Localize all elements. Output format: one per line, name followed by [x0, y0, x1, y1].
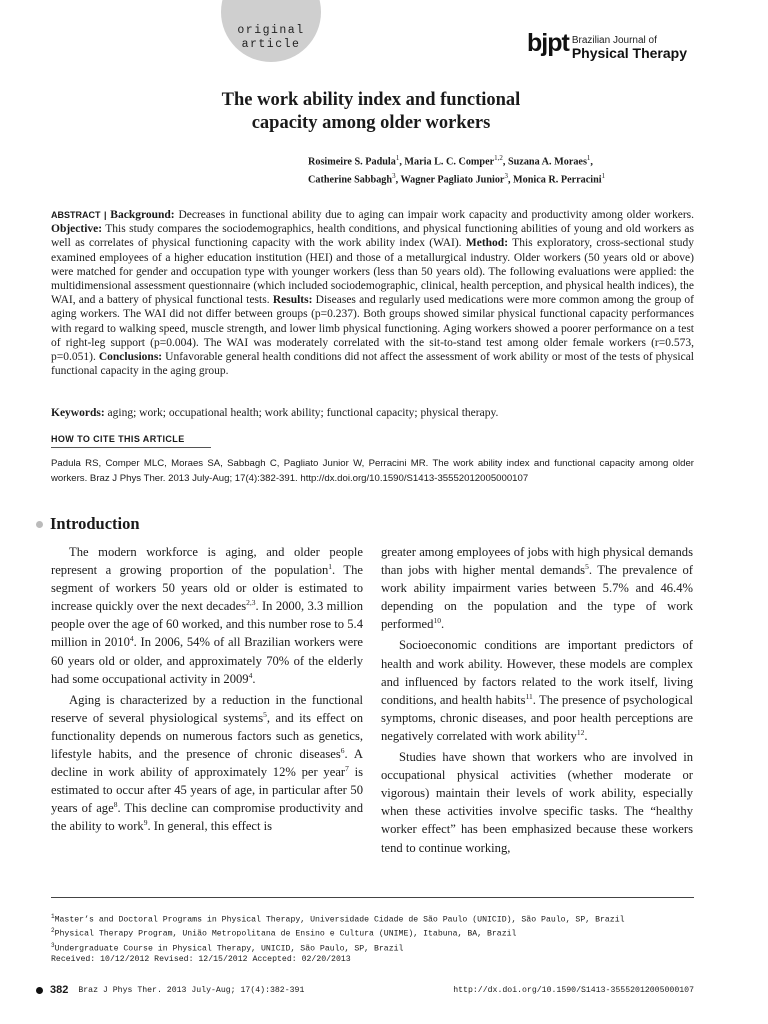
author-list: Rosimeire S. Padula$^1$, Maria L. C. Comper$^{1,2}$, Suzana A. Moraes$^1$, Catherine Sabbagh$^3$, Wagner Pagliato Junior$^3$, Monica R. Perracini$^1$: [308, 154, 606, 186]
background-text: Decreases in functional ability due to aging can impair work capacity and productivity among older workers.: [178, 209, 695, 221]
author-affiliation: 3: [504, 172, 508, 181]
abstract-tag: ABSTRACT |: [51, 210, 107, 220]
keywords: [51, 406, 694, 420]
footnote: $^2$Physical Therapy Program, União Metropolitana de Ensino e Cultura (UNIME), Itabuna, BA, Brazil: [51, 927, 517, 940]
citation-ref: 1: [328, 561, 333, 571]
footnote-divider: [51, 897, 694, 898]
journal-name-line-2: Physical Therapy: [571, 45, 687, 61]
right-column: [381, 543, 693, 860]
author-affiliation: 1: [586, 154, 591, 162]
citation-ref: 5: [263, 709, 267, 719]
author-name: Wagner Pagliato Junior: [400, 174, 505, 186]
badge-line-1: original: [237, 24, 305, 37]
conclusions-text: Unfavorable general health conditions did not affect the assessment of work ability or most of the tests of physical functional capacity in the aging group.: [51, 351, 694, 378]
journal-name-line-1: Brazilian Journal of: [571, 35, 657, 46]
badge-line-2: article: [241, 38, 301, 51]
journal-logo: [527, 28, 687, 61]
paper-title: [140, 89, 602, 135]
paper-title-line-2: capacity among older workers: [251, 113, 491, 133]
author-affiliation: 3: [392, 172, 396, 181]
citation-ref: 7: [345, 763, 349, 773]
section-heading: [36, 514, 140, 534]
author-name: Suzana A. Moraes: [507, 156, 587, 168]
footnote: $^1$Master’s and Doctoral Programs in Physical Therapy, Universidade Cidade de São Paulo (UNICID), São Paulo, SP, Brazil: [51, 913, 625, 925]
author-affiliation: 1: [395, 154, 400, 162]
citation-ref: 5: [585, 561, 589, 571]
paragraph: Studies have shown that workers who are involved in occupational physical activities (whether moderate or vigorous) maintain their levels of work ability, especially when these activities involve specific tasks. The “healthy worker effect” has been emphasized because these workers tend to continue working,: [381, 750, 693, 855]
background-label: Background:: [110, 209, 175, 221]
citation-text: Padula RS, Comper MLC, Moraes SA, Sabbagh C, Pagliato Junior W, Perracini MR. The work ability index and functional capacity among older workers. Braz J Phys Ther. 2013 July-Aug; 17(4):382-391. http://dx.doi.org/10.1590/S1413-35552012005000107: [51, 458, 694, 484]
citation-ref: 2,3: [246, 598, 256, 608]
citation-ref: 10: [433, 616, 441, 626]
footer-doi-link[interactable]: http://dx.doi.org/10.1590/S1413-35552012005000107: [453, 985, 694, 995]
author-name: Monica R. Perracini: [513, 174, 602, 186]
objective-text: This study compares the sociodemographics, health conditions, and physical functioning abilities of young and old workers as well as correlates of physical functioning capacity with the work ability index (WAI).: [51, 223, 695, 250]
author-name: Rosimeire S. Padula: [308, 156, 396, 168]
received-dates: Received: 10/12/2012 Revised: 12/15/2012 Accepted: 02/20/2013: [51, 955, 351, 965]
results-text: Diseases and regularly used medications were more common among the group of aging workers. The WAI did not differ between groups (p=0.237). Both groups showed similar physical functional capacity performances with regard to walking speed, muscle strength, and lower limb physical functioning. Aging workers showed a poorer performance on a test of right-leg support (p=0.004). The WAI was moderately correlated with the sit-to-stand test among older female workers (r=0.573, p=0.051).: [51, 294, 695, 364]
article-type-badge: [221, 0, 321, 62]
journal-name: [572, 28, 687, 61]
citation-ref: 4: [248, 670, 253, 680]
citation-ref: 8: [113, 800, 118, 810]
citation-ref: 9: [143, 818, 148, 828]
objective-label: Objective:: [51, 223, 103, 236]
method-label: Method:: [465, 237, 509, 250]
paragraph: Socioeconomic conditions are important predictors of health and work ability. However, these models are complex and influenced by factors related to the work itself, living conditions, and health habits$^{11}$. The presence of psychological symptoms, chronic diseases, and poor health perceptions are negatively correlated with work ability$^{12}$.: [381, 638, 693, 743]
journal-mark: bjpt: [527, 29, 569, 57]
paragraph: greater among employees of jobs with high physical demands than jobs with higher mental demands$^5$. The prevalence of work ability impairment varies between 5.7% and 46.4% depending on the population and the type of work performed$^{10}$.: [381, 545, 693, 632]
citation-ref: 11: [525, 691, 533, 701]
author-name: Catherine Sabbagh: [308, 174, 393, 186]
section-bullet-icon: [36, 521, 43, 528]
page-footer: [36, 983, 694, 997]
conclusions-label: Conclusions:: [98, 351, 163, 364]
paragraph: The modern workforce is aging, and older people represent a growing proportion of the population$^1$. The segment of workers 50 years old or older is estimated to increase quickly over the next decades$^{2,3}$. In 2000, 3.3 million people over the age of 60 worked, and this number rose to 5.4 million in 2010$^4$. In 2006, 54% of all Brazilian workers were 60 years old or older, and approximately 70% of the elderly had some occupational activity in 2009$^4$.: [51, 545, 363, 686]
footer-bullet-icon: [36, 987, 43, 994]
keywords-label: Keywords:: [51, 407, 105, 419]
author-affiliation: 1,2: [494, 154, 503, 162]
page-number: 382: [50, 984, 69, 996]
author-name: Maria L. C. Comper: [404, 156, 495, 168]
citation-ref: 6: [340, 745, 345, 755]
author-affiliation: 1: [601, 172, 606, 181]
left-column: [51, 543, 363, 839]
cite-heading: HOW TO CITE THIS ARTICLE: [51, 434, 211, 448]
abstract: [51, 208, 694, 378]
footnote: $^3$Undergraduate Course in Physical Therapy, UNICID, São Paulo, SP, Brazil: [51, 941, 404, 954]
paper-title-line-1: The work ability index and functional: [221, 90, 521, 110]
citation-ref: 12: [576, 727, 585, 737]
citation-ref: 4: [129, 634, 134, 644]
footer-journal-ref: Braz J Phys Ther. 2013 July-Aug; 17(4):382-391: [78, 985, 305, 995]
section-title: Introduction: [50, 514, 140, 533]
keywords-text: aging; work; occupational health; work ability; functional capacity; physical therapy.: [107, 407, 499, 419]
results-label: Results:: [272, 294, 313, 307]
footnotes: [51, 912, 694, 966]
method-text: This exploratory, cross-sectional study examined employees of a higher education institution (HEI) and those of a metallurgical industry. Older workers (50 years old or above) were matched for gender and occupation type with younger workers (less than 50 years old). The following evaluations were applied: the multidimensional assessment questionnaire (which included sociodemographic, clinical, health perception, and physical health indices), the WAI, and a battery of physical functional tests.: [51, 237, 694, 307]
paragraph: Aging is characterized by a reduction in the functional reserve of several physiological systems$^5$, and its effect on functionality depends on numerous factors such as genetics, lifestyle habits, and the presence of chronic diseases$^6$. A decline in work ability of approximately 12% per year$^7$ is estimated to occur after 45 years of age, in particular after 50 years of age$^8$. This decline can compromise productivity and the ability to work$^9$. In general, this effect is: [51, 692, 363, 834]
